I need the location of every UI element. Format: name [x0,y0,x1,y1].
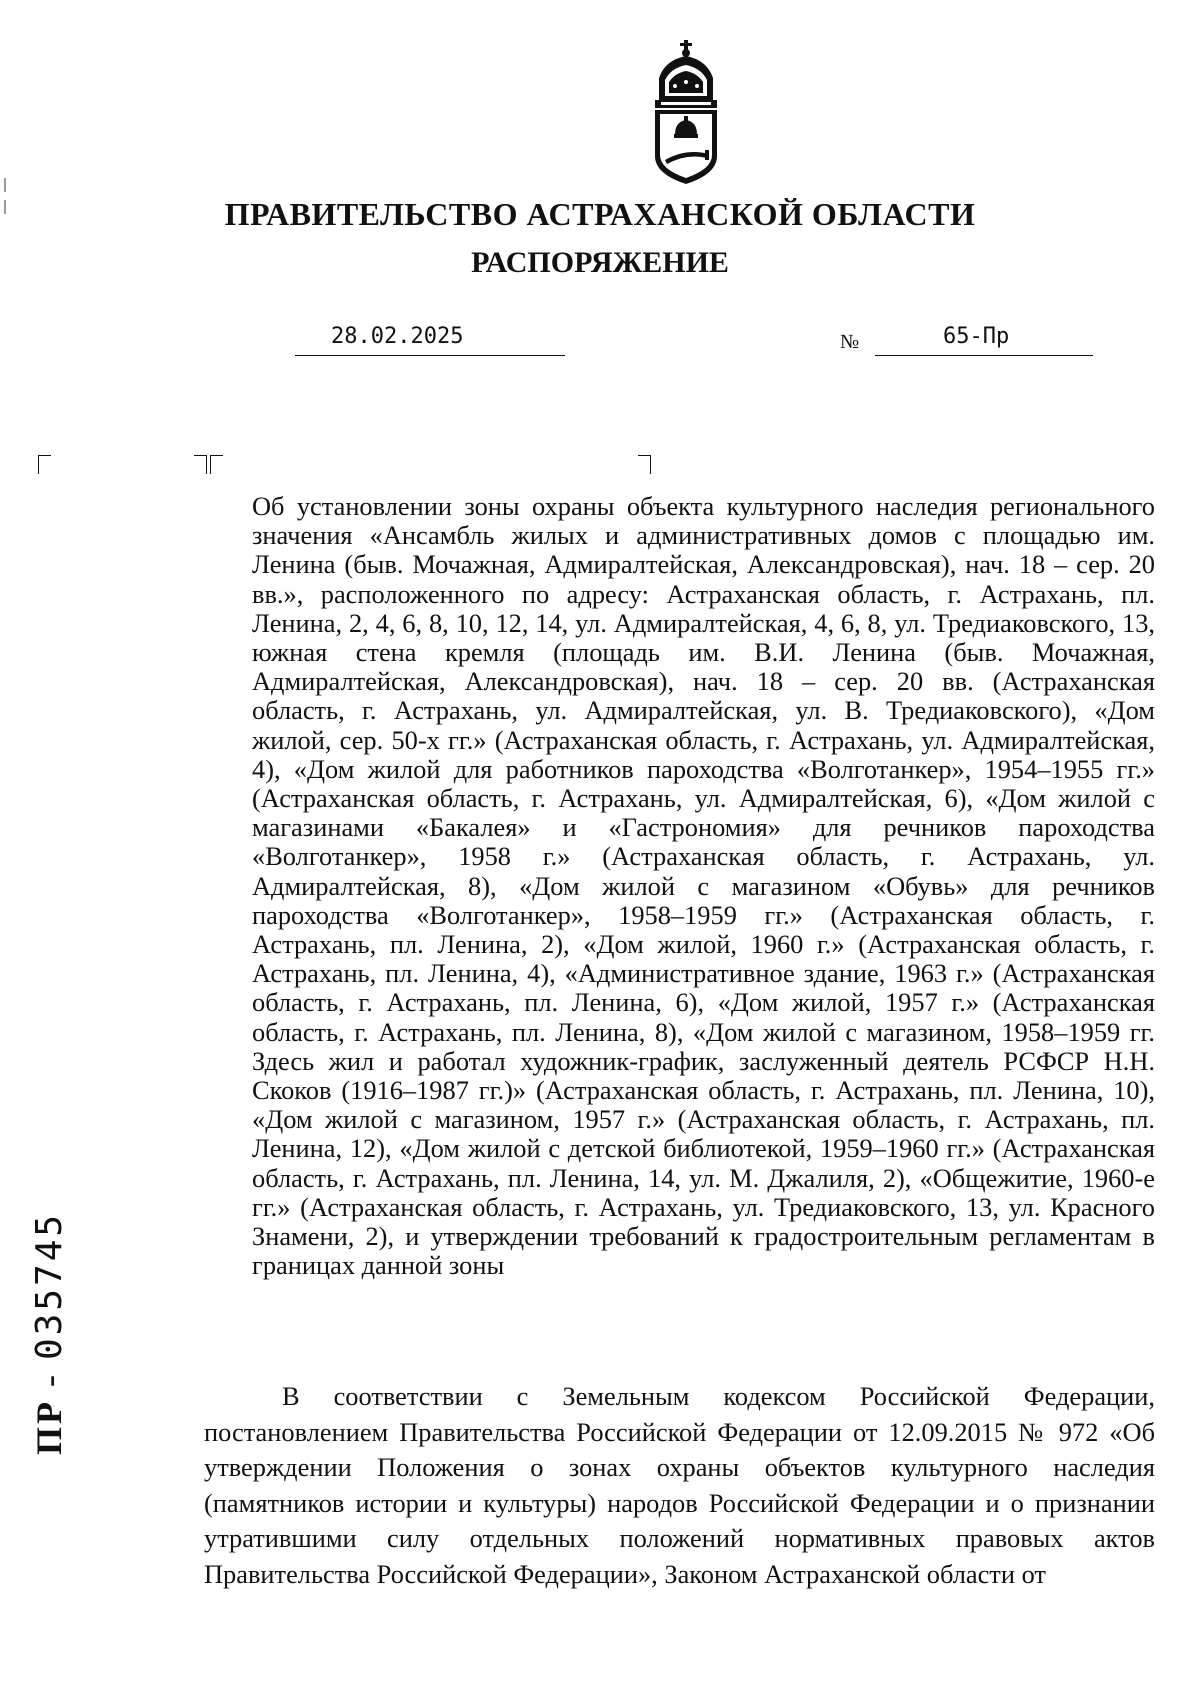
registration-code: 035745 [29,1211,70,1360]
registration-separator: - [29,1360,69,1399]
corner-mark-left [38,455,51,474]
corner-mark-left [210,455,223,474]
document-body: В соответствии с Земельным кодексом Российской Федерации, постановлением Правительства Российской Федерации от 12.09.2015 № 972 «Об утверждении Положения о зонах охраны объектов культурного наследия (памятников истории и культуры) народов Российской Федерации и о признании утратившими силу отдельных положений нормативных правовых актов Правительства Российской Федерации», Законом Астраханской области от [204,1381,1155,1589]
document-subject: Об установлении зоны охраны объекта культурного наследия регионального значения «Ансамбль жилых и административных домов с площадью им. Ленина (быв. Мочажная, Адмиралтейская, Александровская), нач. 18 – сер. 20 вв.», расположенного по адресу: Астраханская область, г. Астрахань, пл. Ленина, 2, 4, 6, 8, 10, 12, 14, ул. Адмиралтейская, 4, 6, 8, ул. Тредиаковского, 13, южная стена кремля (площадь им. В.И. Ленина (быв. Мочажная, Адмиралтейская, Александровская), нач. 18 – сер. 20 вв. (Астраханская область, г. Астрахань, ул. Адмиралтейская, ул. В. Тредиаковского), «Дом жилой, сер. 50-х гг.» (Астраханская область, г. Астрахань, ул. Адмиралтейская, 4), «Дом жилой для работников пароходства «Волготанкер», 1954–1955 гг.» (Астраханская область, г. Астрахань, ул. Адмиралтейская, 6), «Дом жилой с магазинами «Бакалея» и «Гастрономия» для речников пароходства «Волготанкер», 1958 г.» (Астраханская область, г. Астрахань, ул. Адмиралтейская, 8), «Дом жилой с магазином «Обувь» для речников пароходства «Волготанкер», 1958–1959 гг.» (Астраханская область, г. Астрахань, пл. Ленина, 2), «Дом жилой, 1960 г.» (Астраханская область, г. Астрахань, пл. Ленина, 4), «Административное здание, 1963 г.» (Астраханская область, г. Астрахань, пл. Ленина, 6), «Дом жилой, 1957 г.» (Астраханская область, г. Астрахань, пл. Ленина, 8), «Дом жилой с магазином, 1958–1959 гг. Здесь жил и работал художник-график, заслуженный деятель РСФСР Н.Н. Скоков (1916–1987 гг.)» (Астраханская область, г. Астрахань, пл. Ленина, 10), «Дом жилой с магазином, 1957 г.» (Астраханская область, г. Астрахань, пл. Ленина, 12), «Дом жилой с детской библиотекой, 1959–1960 гг.» (Астраханская область, г. Астрахань, пл. Ленина, 14, ул. М. Джалиля, 2), «Общежитие, 1960-е гг.» (Астраханская область, г. Астрахань, ул. Тредиаковского, 13, ул. Красного Знамени, 2), и утверждении требований к градостроительным регламентам в границах данной зоны [252,491,1155,1281]
document-date: 28.02.2025 [295,324,565,356]
scan-mark [4,200,6,214]
coat-of-arms-icon [645,38,727,188]
document-number: 65-Пр [875,324,1093,356]
document-type-title: РАСПОРЯЖЕНИЕ [471,246,729,279]
corner-mark-right [638,455,651,474]
corner-mark-right [194,455,207,474]
scan-mark [4,178,6,192]
registration-number [28,1175,76,1455]
organization-title: ПРАВИТЕЛЬСТВО АСТРАХАНСКОЙ ОБЛАСТИ [224,196,976,232]
number-label: № [840,331,860,353]
registration-prefix: ПР [29,1399,69,1455]
